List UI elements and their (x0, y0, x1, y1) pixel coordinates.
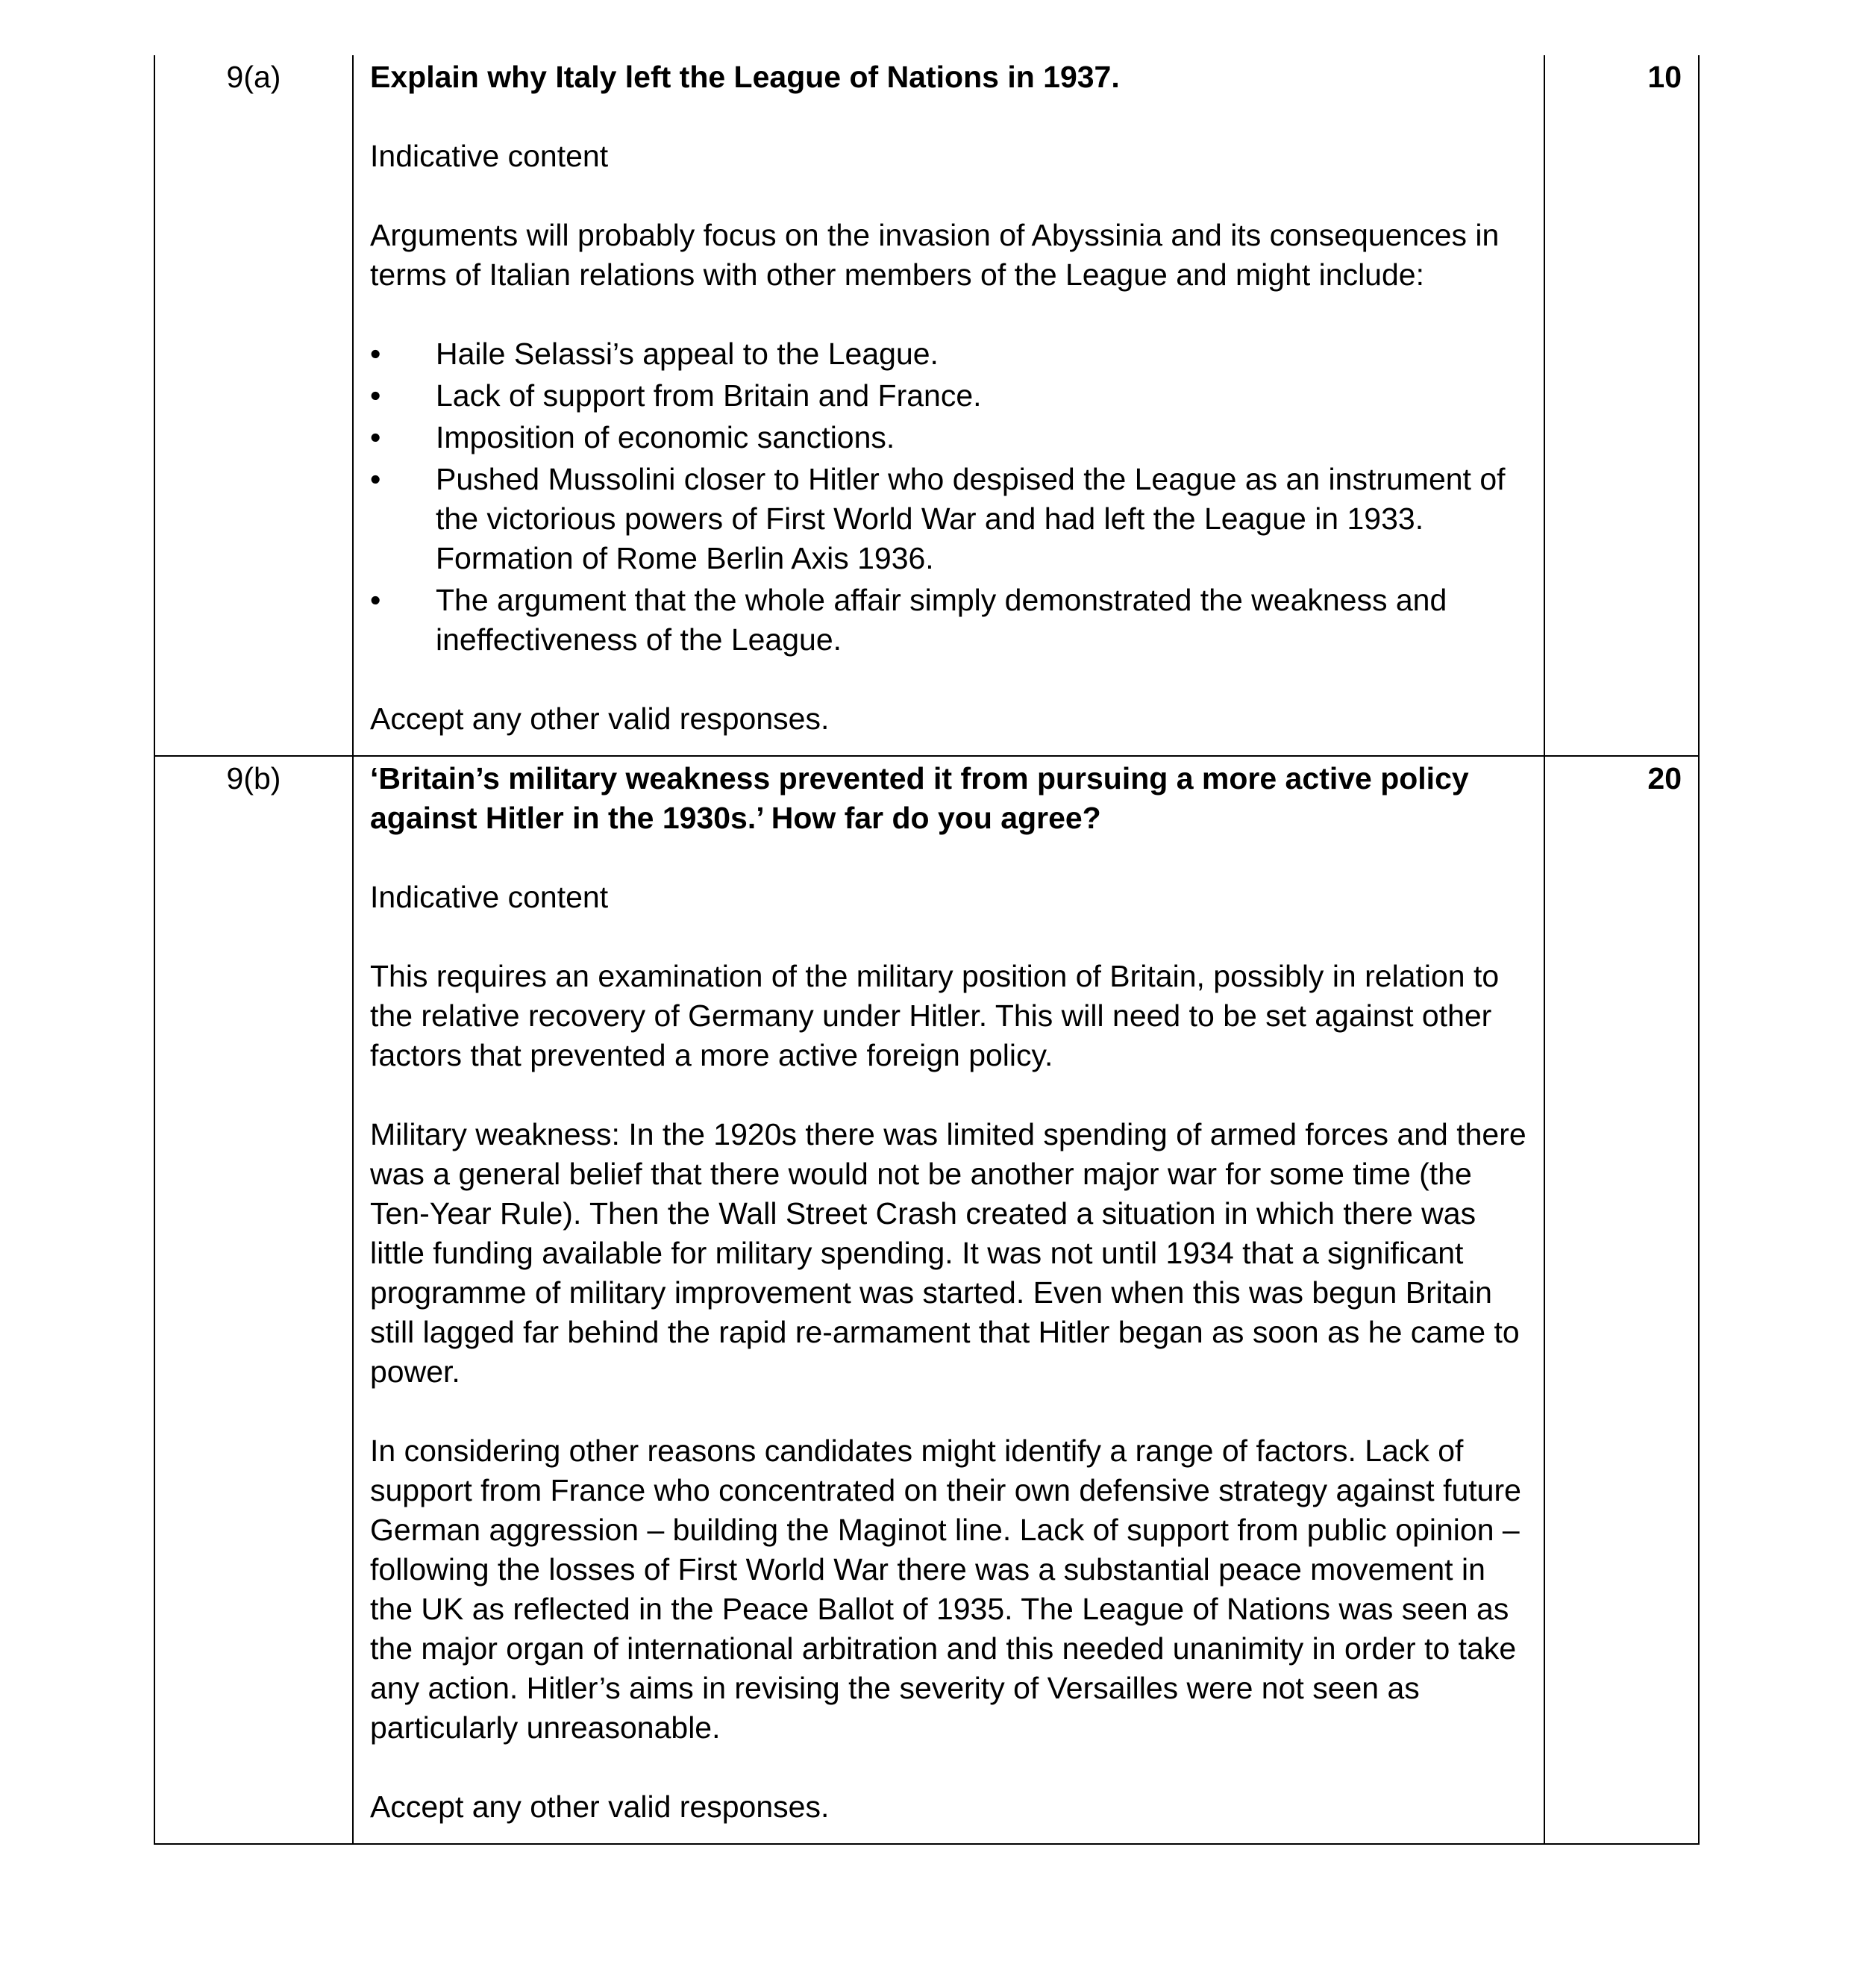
closing-note: Accept any other valid responses. (370, 1789, 830, 1824)
closing-note: Accept any other valid responses. (370, 701, 830, 736)
mark-scheme-table (154, 55, 1700, 1845)
marks-value: 20 (1647, 761, 1682, 795)
table-row (154, 756, 1699, 1844)
bullet-glyph: • (370, 337, 381, 371)
list-item-text: Imposition of economic sanctions. (436, 420, 895, 454)
body-paragraph: This requires an examination of the military position of Britain, possibly in relation to the relative recovery of Germany under Hitler. This will need to be set against other factors that prevented a more active foreign policy. (370, 959, 1500, 1072)
marks-cell (1544, 55, 1699, 756)
body-paragraph: In considering other reasons candidates might identify a range of factors. Lack of support from France who concentrated on their own defensive strategy against future German aggression – building the Maginot line. Lack of support from public opinion – following the losses of First World War there was a substantial peace movement in the UK as reflected in the Peace Ballot of 1935. The League of Nations was seen as the major organ of international arbitration and this needed unanimity in order to take any action. Hitler’s aims in revising the severity of Versailles were not seen as particularly unreasonable. (370, 1434, 1521, 1745)
question-number-cell (154, 756, 353, 1844)
bullet-list (370, 334, 1527, 660)
marks-value: 10 (1647, 60, 1682, 94)
indicative-content-label: Indicative content (370, 139, 609, 173)
list-item-text: The argument that the whole affair simply demonstrated the weakness and ineffectiveness of the League. (436, 583, 1447, 657)
list-item (370, 376, 1527, 416)
indicative-content-label: Indicative content (370, 880, 609, 914)
list-item (370, 581, 1527, 660)
question-number-cell (154, 55, 353, 756)
answer-cell (353, 55, 1544, 756)
bullet-glyph: • (370, 583, 381, 617)
intro-paragraph: Arguments will probably focus on the invasion of Abyssinia and its consequences in terms of Italian relations with other members of the League and might include: (370, 218, 1500, 292)
bullet-glyph: • (370, 420, 381, 454)
bullet-glyph: • (370, 462, 381, 496)
answer-cell (353, 756, 1544, 1844)
question-number: 9(a) (226, 60, 281, 94)
body-paragraph: Military weakness: In the 1920s there was limited spending of armed forces and there was a general belief that there would not be another major war for some time (the Ten-Year Rule). Then the Wall Street Crash created a situation in which there was little funding available for military spending. It was not until 1934 that a significant programme of military improvement was started. Even when this was begun Britain still lagged far behind the rapid re-armament that Hitler began as soon as he came to power. (370, 1117, 1526, 1389)
question-number: 9(b) (226, 761, 281, 795)
list-item (370, 334, 1527, 374)
bullet-glyph: • (370, 378, 381, 413)
list-item-text: Pushed Mussolini closer to Hitler who despised the League as an instrument of the victorious powers of First World War and had left the League in 1933. Formation of Rome Berlin Axis 1936. (436, 462, 1506, 575)
table-row (154, 55, 1699, 756)
question-text: ‘Britain’s military weakness prevented it from pursuing a more active policy against Hitler in the 1930s.’ How far do you agree? (370, 761, 1469, 835)
list-item-text: Haile Selassi’s appeal to the League. (436, 337, 939, 371)
list-item (370, 418, 1527, 457)
marks-cell (1544, 756, 1699, 1844)
question-text: Explain why Italy left the League of Nations in 1937. (370, 60, 1120, 94)
list-item (370, 460, 1527, 578)
list-item-text: Lack of support from Britain and France. (436, 378, 982, 413)
